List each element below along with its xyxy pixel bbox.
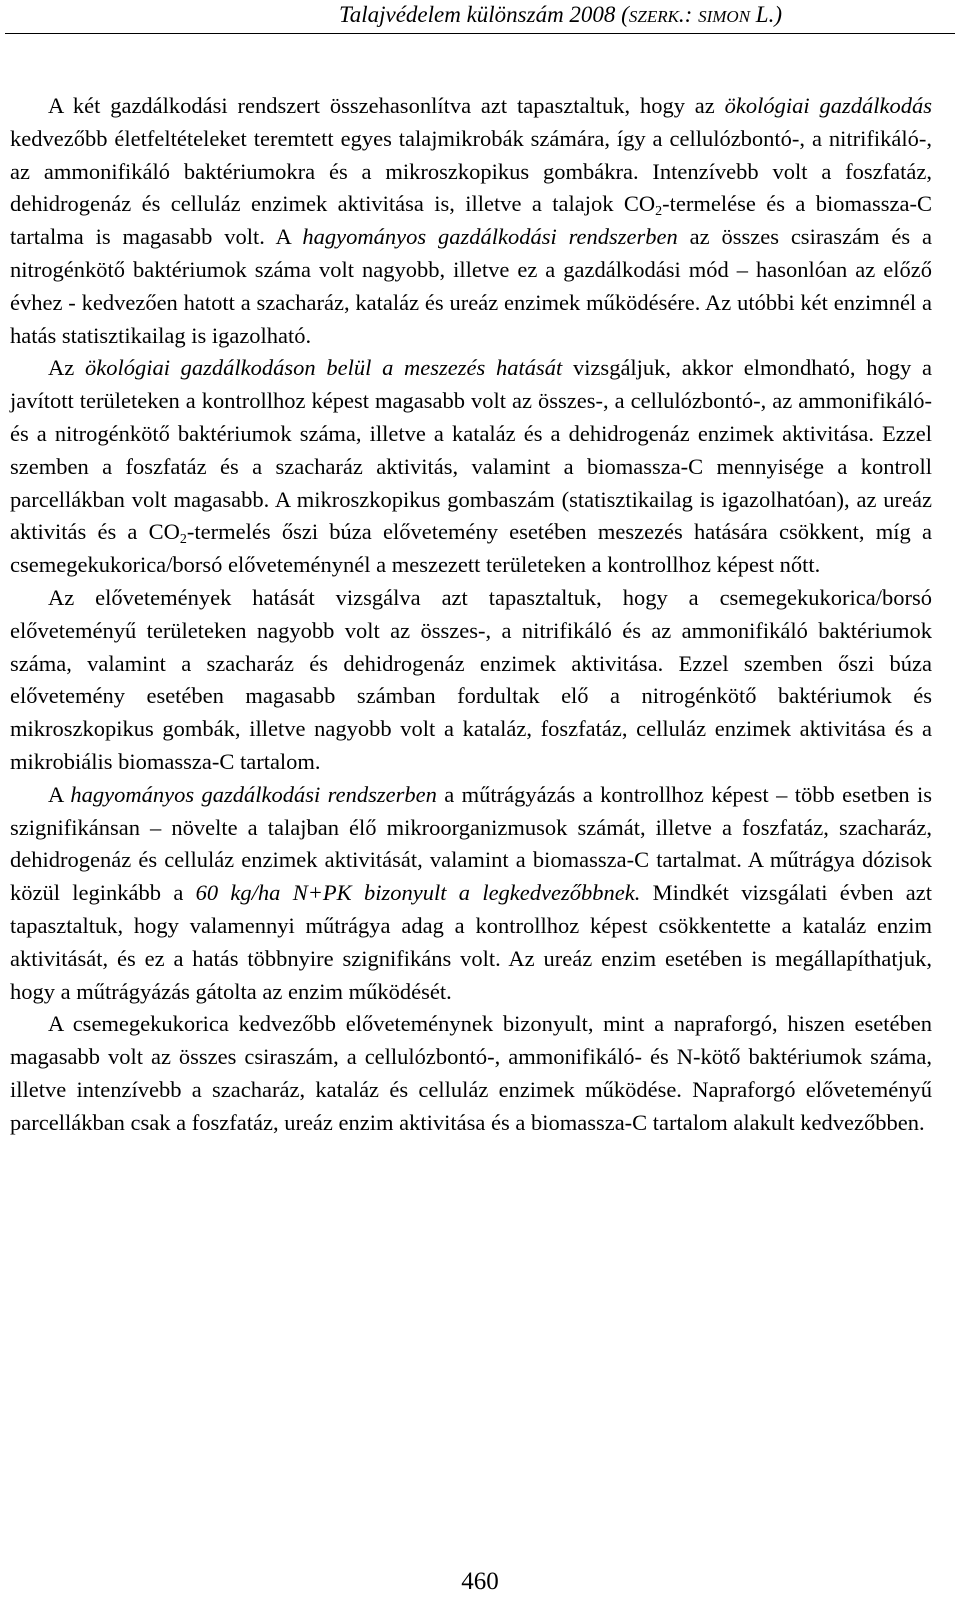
p1-text-a: A két gazdálkodási rendszert összehasonlítva azt tapasztaltuk, hogy az <box>48 93 725 118</box>
p3-text-a: Az elővetemények hatását vizsgálva azt tapasztaltuk, hogy a csemegekukorica/borsó előveteményű területeken nagyobb volt az összes-, a nitrifikáló és az ammonifikáló baktériumok száma, valamint a szacharáz és dehidrogenáz enzimek aktivitása. Ezzel szemben őszi búza elővetemény esetében magasabb számban fordultak elő a nitrogénkötő baktériumok és mikroszkopikus gombák, illetve nagyobb volt a kataláz, foszfatáz, celluláz enzimek aktivitása és a mikrobiális biomassza-C tartalom. <box>10 584 932 774</box>
p2-text-d: -termelés őszi búza elővetemény esetében meszezés hatására csökkent, míg a csemegekukorica/borsó előveteménynél a meszezett területeken a kontrollhoz képest nőtt. <box>10 519 932 578</box>
p4-text-c: a műtrágyázás a kontrollhoz képest – több esetben is szignifikánsan – növelte a talajban élő mikroorganizmusok számát, illetve a foszfatáz, szacharáz, dehidrogenáz és celluláz enzimek aktivitását, valamint a biomassza-C tartalmat. A műtrágya dózisok közül leginkább a <box>10 781 932 906</box>
p4-text-a: A <box>48 781 71 807</box>
paragraph-3 <box>10 582 932 779</box>
header-editor: SIMON <box>698 7 751 26</box>
paragraph-5 <box>10 1008 932 1139</box>
p2-subscript: 2 <box>179 532 187 548</box>
header-szerk: SZERK <box>628 7 679 26</box>
page-number: 460 <box>461 1568 499 1595</box>
p4-text-e: Mindkét vizsgálati évben azt tapasztaltuk, hogy valamennyi műtrágya adag a kontrollhoz képest csökkentette a kataláz enzim aktivitását, és ez a hatás többnyire szignifikáns volt. Az ureáz enzim esetében is megállapíthatjuk, hogy a műtrágyázás gátolta az enzim működését. <box>10 880 933 1004</box>
p4-italic-d: 60 kg/ha N+PK bizonyult a legkedvezőbbnek. <box>195 880 641 906</box>
p1-italic-b: ökológiai gazdálkodás <box>724 93 932 118</box>
p1-text-f: az összes csiraszám és a nitrogénkötő baktériumok száma volt nagyobb, illetve ez a gazdálkodási mód – hasonlóan az előző évhez - kedvezően hatott a szacharáz, kataláz és ureáz enzimek működésére. Az utóbbi két enzimnél a hatás statisztikailag is igazolható. <box>10 224 932 348</box>
running-header <box>0 0 960 40</box>
p2-text-a: Az <box>48 355 85 381</box>
p1-text-d: -termelése és a biomassza-C tartalma is magasabb volt. A <box>10 191 932 250</box>
header-journal: Talajvédelem különszám 2008 ( <box>339 2 629 27</box>
header-rule <box>5 33 955 34</box>
paragraph-2 <box>10 352 932 582</box>
p2-italic-b: ökológiai gazdálkodáson belül a meszezés hatását <box>84 355 563 381</box>
p1-text-c: kedvezőbb életfeltételeket teremtett egyes talajmikrobák számára, így a cellulózbontó-, a nitrifikáló-, az ammonifikáló baktériumokra és a mikroszkopikus gombákra. Intenzívebb volt a foszfatáz, dehidrogenáz és celluláz enzimek aktivitása is, illetve a talajok CO <box>10 125 932 217</box>
paragraph-1 <box>10 90 932 352</box>
p1-italic-e: hagyományos gazdálkodási rendszerben <box>302 224 678 250</box>
p2-text-c: vizsgáljuk, akkor elmondható, hogy a javított területeken a kontrollhoz képest magasabb volt az összes-, a cellulózbontó-, az ammonifikáló- és a nitrogénkötő baktériumok száma, illetve a kataláz és a dehidrogenáz enzimek aktivitása. Ezzel szemben a foszfatáz és a szacharáz aktivitás, valamint a biomassza-C mennyisége a kontroll parcellákban volt magasabb. A mikroszkopikus gombaszám (statisztikailag is igazolhatóan), az ureáz aktivitás és a CO <box>10 355 932 545</box>
p1-subscript: 2 <box>655 204 663 220</box>
header-end: L.) <box>750 2 782 27</box>
p4-italic-b: hagyományos gazdálkodási rendszerben <box>70 781 437 807</box>
body-text <box>10 90 932 1140</box>
p5-text-a: A csemegekukorica kedvezőbb előveteménynek bizonyult, mint a napraforgó, hiszen esetében magasabb volt az összes csiraszám, a cellulózbontó-, ammonifikáló- és N-kötő baktériumok száma, illetve intenzívebb a szacharáz, kataláz és celluláz enzimek működése. Napraforgó előveteményű parcellákban csak a foszfatáz, ureáz enzim aktivitása és a biomassza-C tartalom alakult kedvezőbben. <box>10 1011 932 1135</box>
header-sep: .: <box>678 2 699 27</box>
header-title <box>339 2 782 28</box>
paragraph-4 <box>10 779 932 1009</box>
